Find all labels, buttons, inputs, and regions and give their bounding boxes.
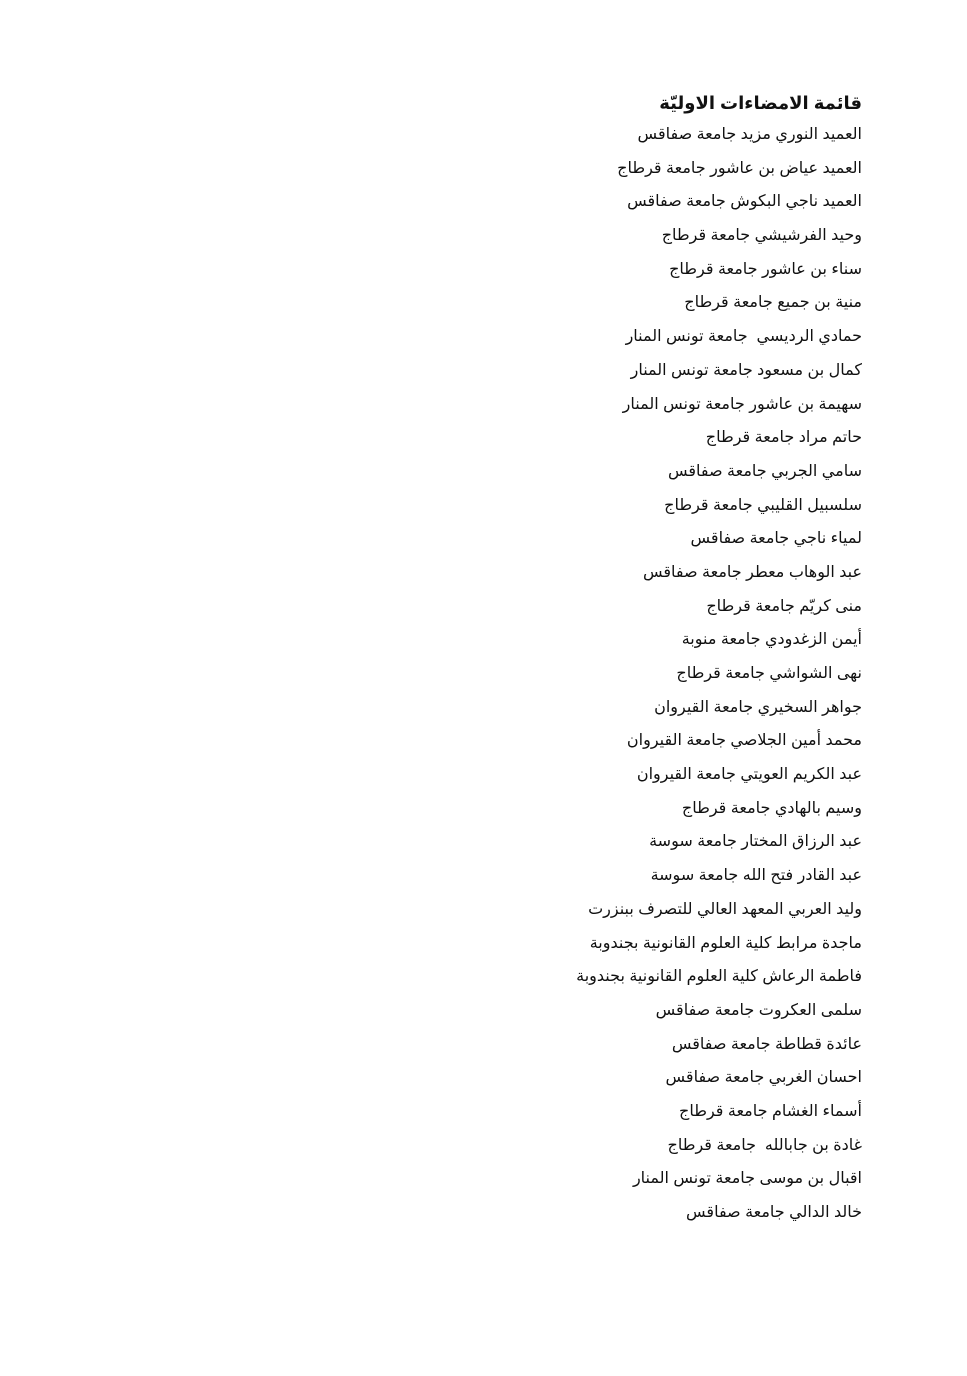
signatory-item: سناء بن عاشور جامعة قرطاج xyxy=(669,260,862,278)
signatory-item: وحيد الفرشيشي جامعة قرطاج xyxy=(661,227,862,245)
signatory-item: فاطمة الرعاش كلية العلوم القانونية بجندوبة xyxy=(576,968,862,986)
signatories-section xyxy=(342,88,862,1230)
signatory-item: غادة بن جابالله جامعة قرطاج xyxy=(667,1136,862,1154)
signatory-item: عبد الكريم العويتي جامعة القيروان xyxy=(636,766,862,784)
signatory-item: ماجدة مرابط كلية العلوم القانونية بجندوبة xyxy=(589,934,862,952)
signatory-item: عائدة قطاطة جامعة صفاقس xyxy=(671,1035,862,1053)
signatory-item: أيمن الزغدودي جامعة منوبة xyxy=(681,631,862,649)
signatory-item: منية بن جميع جامعة قرطاج xyxy=(684,294,862,312)
signatory-item: نهى الشواشي جامعة قرطاج xyxy=(676,665,862,682)
signatory-item: كمال بن مسعود جامعة تونس المنار xyxy=(630,361,862,379)
signatory-item: العميد ناجي البكوش جامعة صفاقس xyxy=(627,193,862,211)
signatory-item: العميد عياض بن عاشور جامعة قرطاج xyxy=(617,159,862,177)
signatory-item: احسان الغربي جامعة صفاقس xyxy=(665,1069,862,1087)
signatory-item: اقبال بن موسى جامعة تونس المنار xyxy=(632,1170,862,1188)
signatory-item: وليد العربي المعهد العالي للتصرف ببنزرت xyxy=(588,900,862,918)
signatory-item: عبد الوهاب معطر جامعة صفاقس xyxy=(643,563,862,581)
signatory-item: حمادي الرديسي جامعة تونس المنار xyxy=(625,328,862,346)
signatory-item: سهيمة بن عاشور جامعة تونس المنار xyxy=(622,395,862,413)
signatory-item: خالد الدالي جامعة صفاقس xyxy=(686,1204,862,1221)
document-title: قائمة الامضاءات الاوليّة xyxy=(659,93,862,113)
signatory-item: عبد القادر فتح الله جامعة سوسة xyxy=(650,867,862,885)
signatory-item: محمد أمين الجلاصي جامعة القيروان xyxy=(626,732,862,750)
signatory-item: سلسبيل القليبي جامعة قرطاج xyxy=(664,496,862,514)
signatories-list xyxy=(342,118,862,1230)
signatory-item: أسماء الغشام جامعة قرطاج xyxy=(679,1102,862,1120)
signatory-item: سامي الجربي جامعة صفاقس xyxy=(667,462,862,480)
signatory-item: حاتم مراد جامعة قرطاج xyxy=(705,429,862,447)
signatory-item: العميد النوري مزيد جامعة صفاقس xyxy=(637,126,862,143)
signatory-item: وسيم بالهادي جامعة قرطاج xyxy=(681,799,862,817)
signatory-item: عبد الرزاق المختار جامعة سوسة xyxy=(649,833,862,851)
signatory-item: سلمى العكروت جامعة صفاقس xyxy=(655,1001,862,1019)
signatory-item: منى كريّم جامعة قرطاج xyxy=(706,597,862,615)
signatory-item: لمياء ناجي جامعة صفاقس xyxy=(690,530,862,548)
signatory-item: جواهر السخيري جامعة القيروان xyxy=(654,698,862,716)
